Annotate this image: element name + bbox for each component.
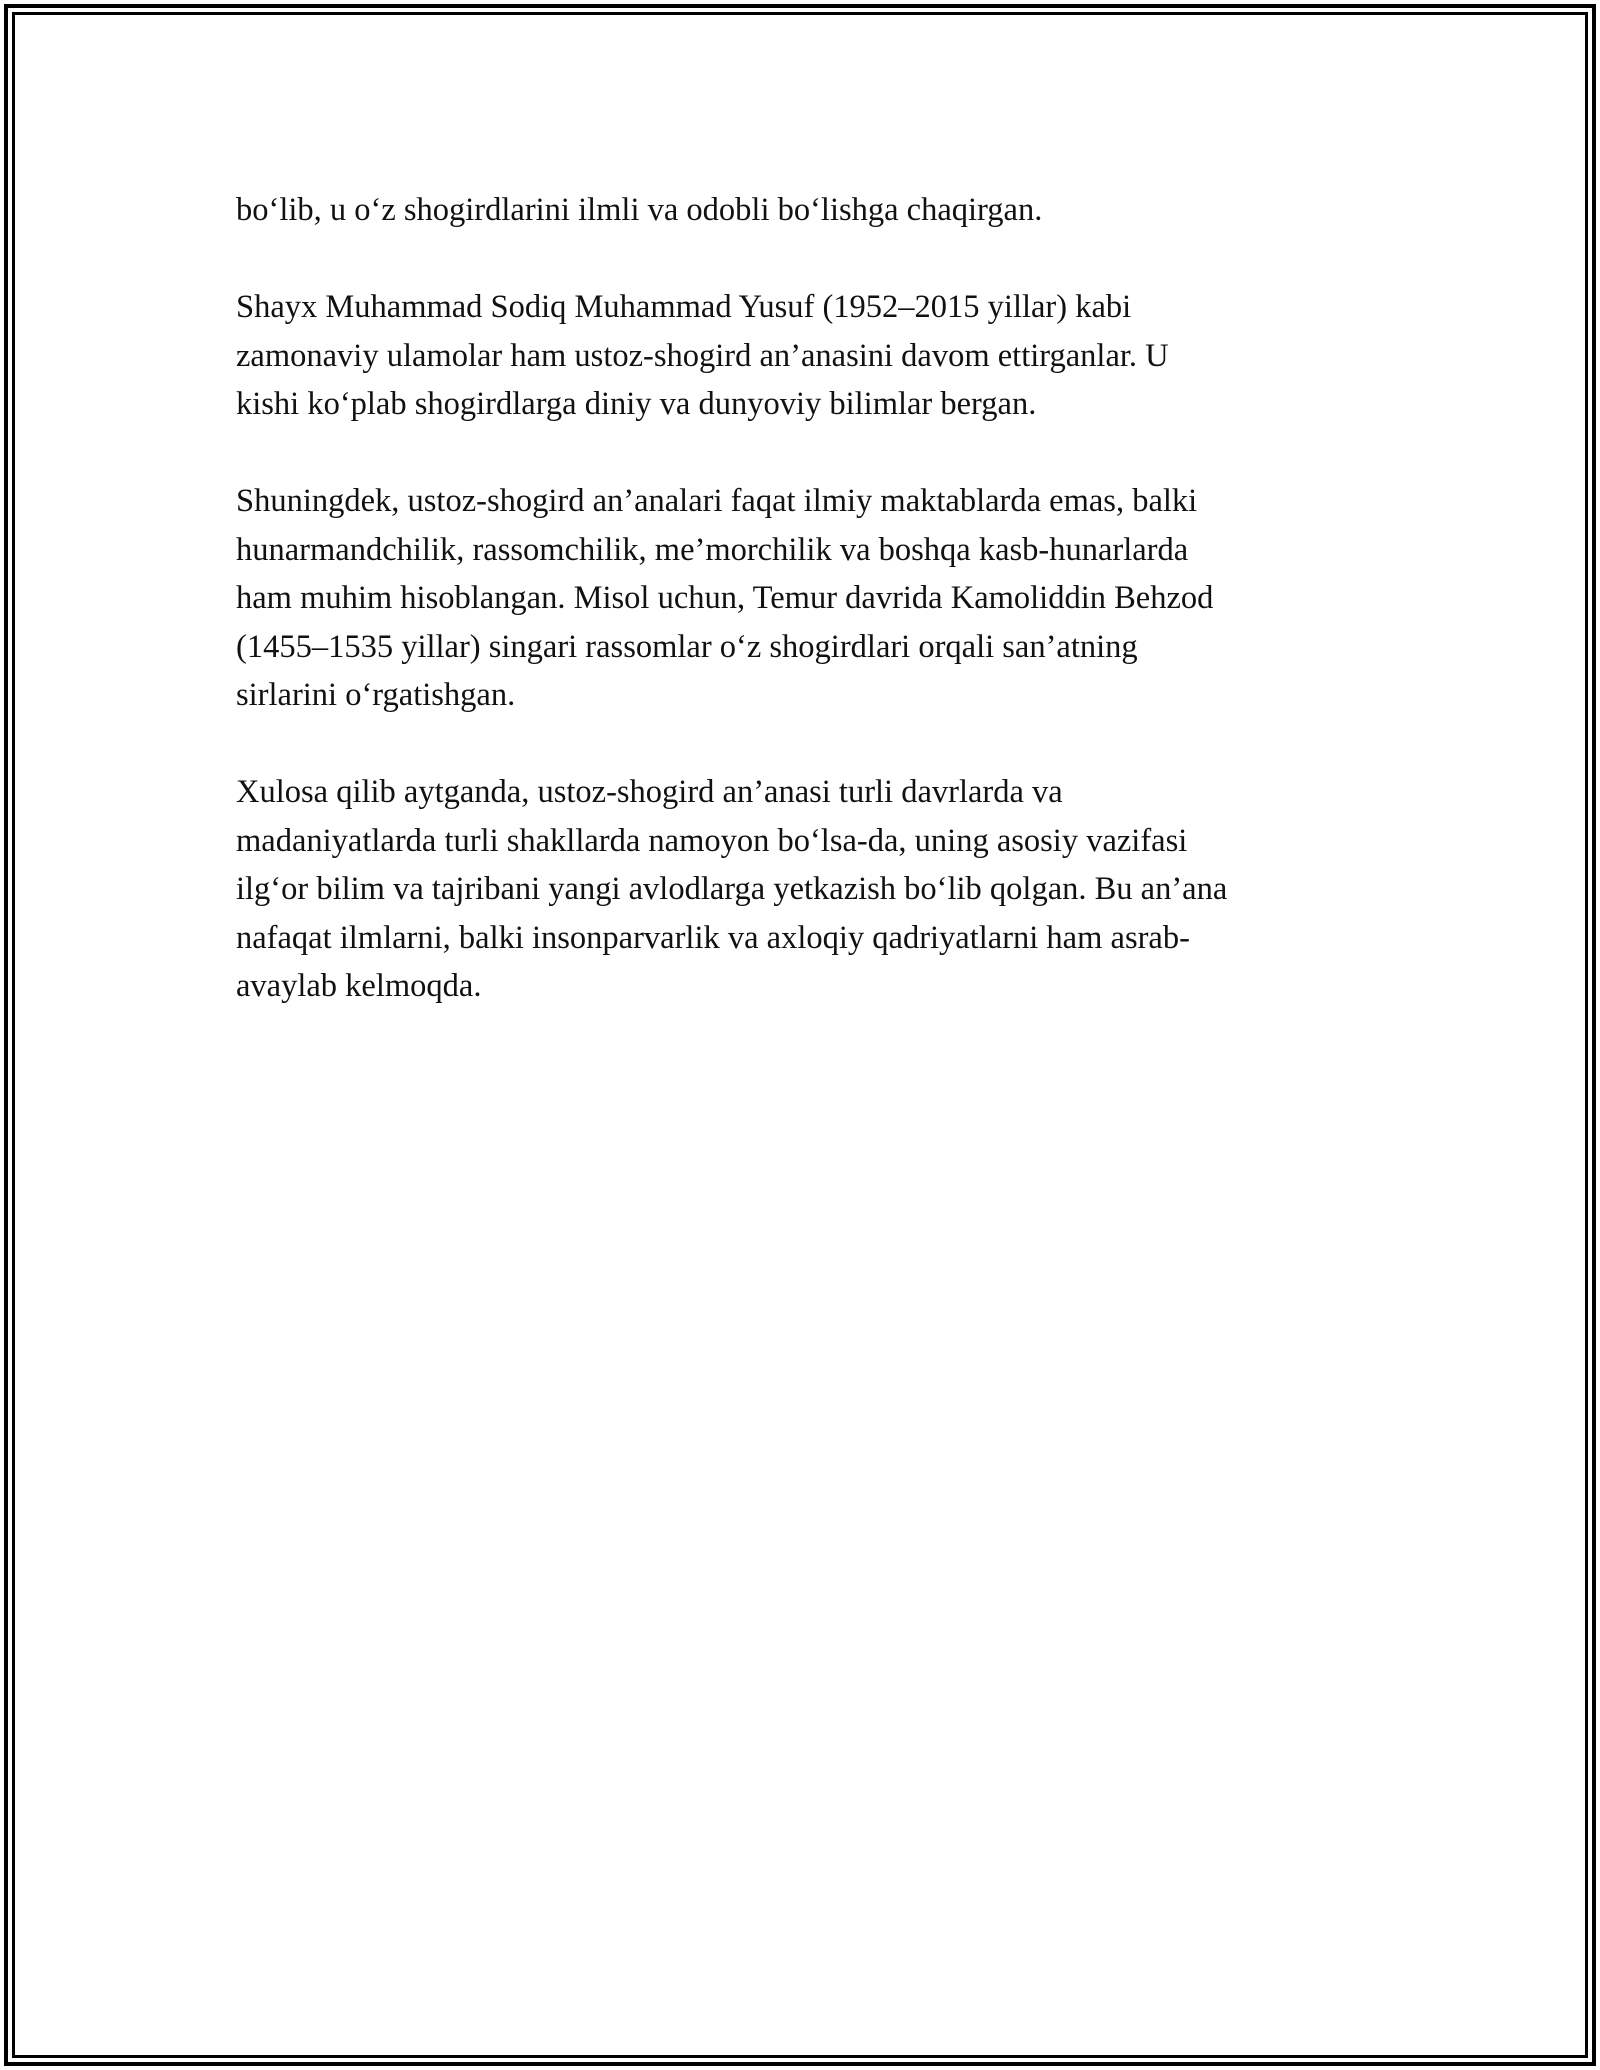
text-line: Xulosa qilib aytganda, ustoz-shogird an’anasi turli davrlarda va (236, 774, 1063, 810)
text-line: sirlarini o‘rgatishgan. (236, 677, 516, 713)
paragraph-1 (236, 186, 1376, 235)
text-line: ilg‘or bilim va tajribani yangi avlodlarga yetkazish bo‘lib qolgan. Bu an’ana (236, 871, 1228, 907)
text-line: hunarmandchilik, rassomchilik, me’morchilik va boshqa kasb-hunarlarda (236, 531, 1189, 568)
paragraph-2 (236, 283, 1376, 429)
text-line: bo‘lib, u o‘z shogirdlarini ilmli va odobli bo‘lishga chaqirgan. (236, 192, 1043, 228)
text-line: kishi ko‘plab shogirdlarga diniy va dunyoviy bilimlar bergan. (236, 386, 1037, 422)
text-line: zamonaviy ulamolar ham ustoz-shogird an’anasini davom ettirganlar. U (236, 337, 1169, 374)
text-line: Shayx Muhammad Sodiq Muhammad Yusuf (1952–2015 yillar) kabi (236, 289, 1132, 325)
text-line: madaniyatlarda turli shakllarda namoyon bo‘lsa-da, uning asosiy vazifasi (236, 822, 1188, 859)
paragraph-4 (236, 768, 1376, 1011)
text-line: nafaqat ilmlarni, balki insonparvarlik va axloqiy qadriyatlarni ham asrab- (236, 919, 1190, 956)
document-body (236, 186, 1376, 1059)
text-line: (1455–1535 yillar) singari rassomlar o‘z shogirdlari orqali san’atning (236, 628, 1138, 665)
text-line: ham muhim hisoblangan. Misol uchun, Temur davrida Kamoliddin Behzod (236, 580, 1214, 616)
text-line: Shuningdek, ustoz-shogird an’analari faqat ilmiy maktablarda emas, balki (236, 483, 1198, 519)
text-line: avaylab kelmoqda. (236, 968, 482, 1004)
paragraph-3 (236, 477, 1376, 720)
